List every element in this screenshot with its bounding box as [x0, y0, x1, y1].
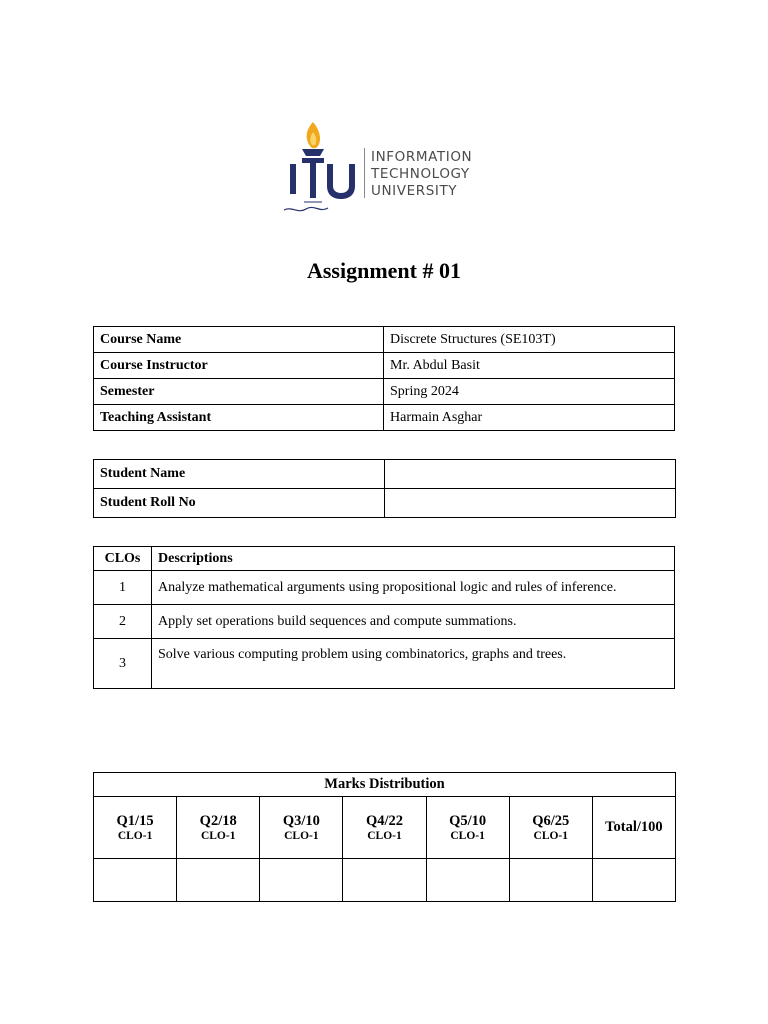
teaching-assistant-value: Harmain Asghar — [384, 405, 675, 431]
table-row — [94, 327, 675, 353]
student-info-table — [93, 459, 676, 518]
q3-marks-field[interactable] — [260, 859, 343, 902]
student-name-field[interactable] — [385, 460, 676, 489]
question-clo: CLO-1 — [367, 829, 402, 842]
clo-number: 2 — [94, 605, 152, 639]
question-label: Q6/25 — [532, 812, 570, 829]
course-name-label: Course Name — [94, 327, 384, 353]
table-row — [94, 353, 675, 379]
question-clo: CLO-1 — [200, 829, 236, 842]
university-name — [371, 149, 472, 200]
question-cell — [426, 797, 509, 859]
clo-description: Apply set operations build sequences and compute summations. — [152, 605, 675, 639]
table-header-row — [94, 547, 675, 571]
table-row — [94, 639, 675, 689]
teaching-assistant-label: Teaching Assistant — [94, 405, 384, 431]
page-title: Assignment # 01 — [306, 258, 461, 283]
marks-entry-row — [94, 859, 676, 902]
clo-description: Analyze mathematical arguments using propositional logic and rules of inference. — [152, 571, 675, 605]
total-marks-field[interactable] — [592, 859, 675, 902]
q6-marks-field[interactable] — [509, 859, 592, 902]
marks-distribution-title: Marks Distribution — [94, 773, 676, 797]
clo-number: 1 — [94, 571, 152, 605]
table-row — [94, 605, 675, 639]
table-row — [94, 489, 676, 518]
question-label: Q2/18 — [199, 812, 237, 829]
question-cell — [509, 797, 592, 859]
question-cell — [94, 797, 177, 859]
marks-distribution-table — [93, 772, 676, 902]
table-header-row — [94, 773, 676, 797]
question-cell — [177, 797, 260, 859]
student-roll-no-label: Student Roll No — [94, 489, 385, 518]
semester-label: Semester — [94, 379, 384, 405]
question-clo: CLO-1 — [117, 829, 153, 842]
torch-emblem-icon — [278, 118, 378, 222]
question-cell — [260, 797, 343, 859]
course-name-value: Discrete Structures (SE103T) — [384, 327, 675, 353]
table-row — [94, 571, 675, 605]
q5-marks-field[interactable] — [426, 859, 509, 902]
table-row — [94, 405, 675, 431]
question-label: Q4/22 — [365, 812, 404, 829]
question-cell — [343, 797, 426, 859]
question-clo: CLO-1 — [533, 829, 569, 842]
logo-divider — [364, 148, 365, 198]
course-info-table — [93, 326, 675, 431]
q1-marks-field[interactable] — [94, 859, 177, 902]
table-row — [94, 379, 675, 405]
question-clo: CLO-1 — [450, 829, 485, 842]
semester-value: Spring 2024 — [384, 379, 675, 405]
course-instructor-label: Course Instructor — [94, 353, 384, 379]
clo-description: Solve various computing problem using combinatorics, graphs and trees. — [152, 639, 675, 689]
logo-line-1: INFORMATION — [371, 149, 473, 165]
logo-line-2: TECHNOLOGY — [371, 166, 470, 182]
clo-number-header: CLOs — [94, 547, 152, 571]
table-row — [94, 797, 676, 859]
table-row — [94, 460, 676, 489]
question-clo: CLO-1 — [284, 829, 319, 842]
clo-number: 3 — [94, 639, 152, 689]
question-label: Q3/10 — [282, 812, 320, 829]
student-roll-no-field[interactable] — [385, 489, 676, 518]
total-label: Total/100 — [592, 797, 675, 859]
q4-marks-field[interactable] — [343, 859, 426, 902]
q2-marks-field[interactable] — [177, 859, 260, 902]
course-instructor-value: Mr. Abdul Basit — [384, 353, 675, 379]
question-label: Q5/10 — [449, 812, 487, 829]
clo-table — [93, 546, 675, 689]
question-label: Q1/15 — [116, 812, 154, 829]
clo-description-header: Descriptions — [152, 547, 675, 571]
logo-line-3: UNIVERSITY — [371, 183, 458, 199]
student-name-label: Student Name — [94, 460, 385, 489]
